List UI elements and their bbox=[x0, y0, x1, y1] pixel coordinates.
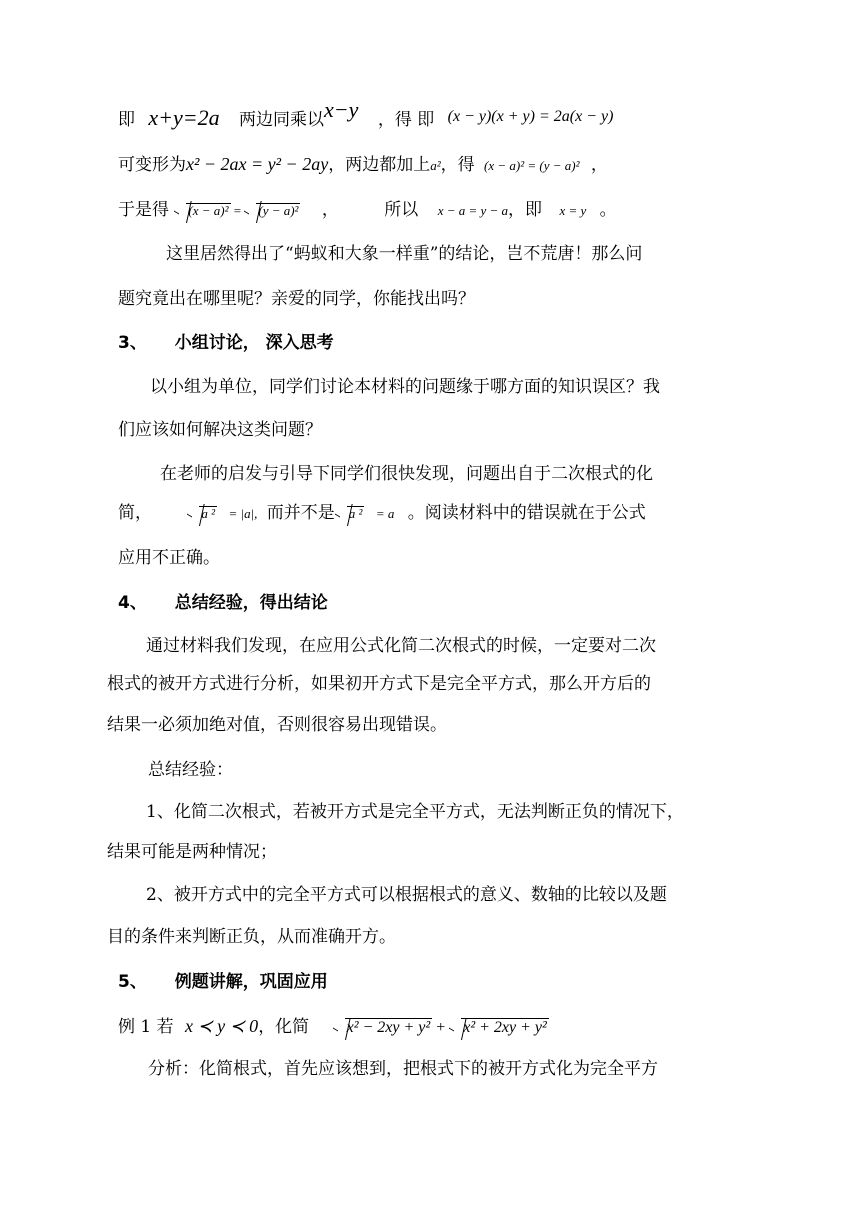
paragraph-3-line-1: 在老师的启发与引导下同学们很快发现，问题出自于二次根式的化 bbox=[160, 464, 653, 484]
example-1: 例 1 若 x ≺ y ≺ 0，化简 x² − 2xy + y² + x² + 2xy + y² bbox=[118, 1014, 549, 1040]
paragraph-1-line-1: 这里居然得出了“蚂蚁和大象一样重”的结论，岂不荒唐！那么问 bbox=[166, 244, 643, 264]
text: 可变形为 bbox=[118, 155, 186, 175]
sqrt-expr-2: x² + 2xy + y² bbox=[449, 1016, 549, 1040]
text: ，两边都加上 bbox=[328, 155, 431, 175]
sqrt-a-squared: a ² bbox=[187, 502, 217, 526]
text: ，得 bbox=[440, 155, 475, 175]
heading-number: 4、 bbox=[118, 593, 147, 613]
text: 而并不是 bbox=[266, 503, 335, 523]
summary-point-1-line-1: 1、化简二次根式，若被开方式是完全平方式，无法判断正负的情况下， bbox=[146, 802, 684, 822]
heading-text: 小组讨论， 深入思考 bbox=[174, 333, 334, 353]
paragraph-4-line-1: 通过材料我们发现，在应用公式化简二次根式的时候，一定要对二次 bbox=[146, 636, 656, 656]
text: 即 bbox=[118, 110, 135, 130]
paragraph-1-line-2: 题究竟出在哪里呢？亲爱的同学，你能找出吗？ bbox=[118, 289, 475, 309]
equation-x-minus-a: x − a = y − a bbox=[437, 203, 509, 218]
paragraph-3-line-3: 应用不正确。 bbox=[118, 548, 220, 568]
text: ，即 bbox=[508, 200, 543, 220]
summary-point-1-line-2: 结果可能是两种情况； bbox=[107, 842, 277, 862]
text: 简， bbox=[118, 503, 152, 523]
equation-condition: x ≺ y ≺ 0 bbox=[185, 1016, 259, 1036]
sqrt-expr-1: x² − 2xy + y² bbox=[333, 1016, 433, 1040]
paragraph-2-line-2: 们应该如何解决这类问题？ bbox=[118, 420, 322, 440]
derivation-line-1 bbox=[118, 97, 614, 133]
equation-abs-a: = |a|, bbox=[228, 506, 258, 521]
text: 。 bbox=[599, 200, 617, 220]
text: 两边同乘以 bbox=[239, 110, 325, 130]
paragraph-2-line-1: 以小组为单位，同学们讨论本材料的问题缘于哪方面的知识误区？我 bbox=[150, 377, 660, 397]
text: ， bbox=[321, 200, 339, 220]
derivation-line-2 bbox=[118, 152, 608, 178]
derivation-line-3: 于是得 (x − a)² = (y − a)² ， 所以 x − a = y − a，即 x = y 。 bbox=[118, 198, 617, 223]
summary-label: 总结经验： bbox=[148, 760, 233, 780]
equation-transform: x² − 2ax = y² − 2ay bbox=[186, 154, 329, 174]
text: ， bbox=[590, 155, 608, 175]
paragraph-4-line-3: 结果一必须加绝对值，否则很容易出现错误。 bbox=[107, 715, 447, 735]
equation-x-equals-y: x = y bbox=[559, 203, 587, 218]
heading-5 bbox=[118, 970, 328, 994]
sqrt-right: (y − a)² bbox=[244, 199, 300, 223]
sqrt-left: (x − a)² bbox=[174, 199, 230, 223]
text: 。阅读材料中的错误就在于公式 bbox=[407, 503, 646, 523]
paragraph-3-line-2 bbox=[118, 501, 646, 526]
equation-x-minus-y: x−y bbox=[324, 97, 359, 122]
sqrt-a-squared-wrong: a ² bbox=[335, 502, 365, 526]
text: 例 1 若 bbox=[118, 1017, 174, 1037]
analysis-line: 分析：化简根式，首先应该想到，把根式下的被开方式化为完全平方 bbox=[148, 1059, 658, 1079]
text: 于是得 bbox=[118, 200, 169, 220]
heading-4 bbox=[118, 591, 328, 615]
equation-a-squared: a² bbox=[430, 158, 441, 173]
text: ，化简 bbox=[258, 1017, 310, 1037]
text: ，得 即 bbox=[377, 110, 435, 130]
equation-a: = a bbox=[375, 506, 395, 521]
heading-text: 例题讲解，巩固应用 bbox=[174, 972, 328, 992]
heading-number: 3、 bbox=[118, 333, 147, 353]
equation-x-plus-y: x+y=2a bbox=[148, 105, 220, 130]
heading-number: 5、 bbox=[118, 972, 147, 992]
summary-point-2-line-1: 2、被开方式中的完全平方式可以根据根式的意义、数轴的比较以及题 bbox=[146, 885, 667, 905]
heading-text: 总结经验，得出结论 bbox=[174, 593, 328, 613]
paragraph-4-line-2: 根式的被开方式进行分析，如果初开方式下是完全平方式，那么开方后的 bbox=[107, 674, 651, 694]
summary-point-2-line-2: 目的条件来判断正负，从而准确开方。 bbox=[107, 927, 396, 947]
text: 所以 bbox=[384, 200, 419, 220]
equation-product: (x − y)(x + y) = 2a(x − y) bbox=[447, 108, 614, 125]
heading-3 bbox=[118, 331, 334, 355]
equation-squares-equal: (x − a)² = (y − a)² bbox=[484, 158, 580, 173]
